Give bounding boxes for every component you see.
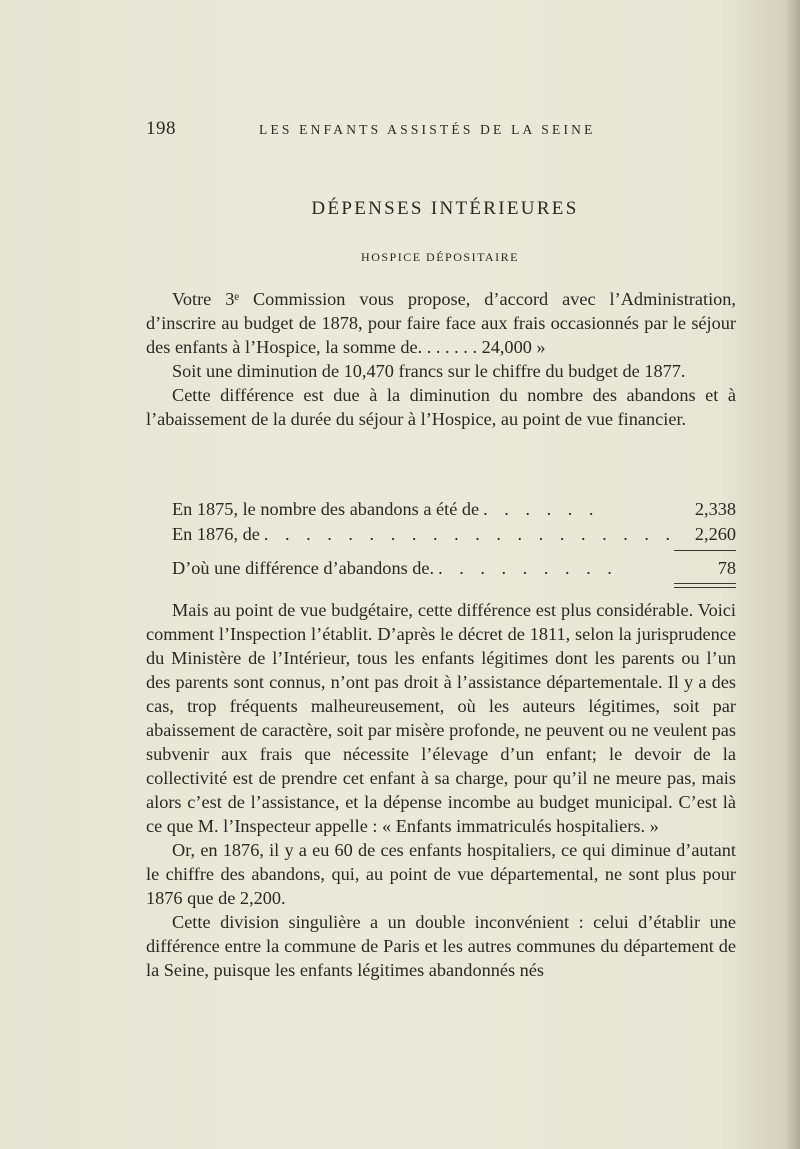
- row-value: 2,260: [694, 524, 736, 544]
- body-text-top: [146, 287, 736, 431]
- paragraph: Cette division singulière a un double inconvénient : celui d’établir une différence entre la commune de Paris et les autres communes du département de la Seine, puisque les enfants légitimes abandonnés nés: [146, 912, 736, 980]
- row-value: 78: [717, 558, 736, 578]
- paragraph: Or, en 1876, il y a eu 60 de ces enfants hospitaliers, ce qui diminue d’autant le chiffre des abandons, qui, au point de vue départemental, ne sont plus pour 1876 que de 2,200.: [146, 840, 736, 908]
- row-label: En 1876, de: [172, 524, 260, 544]
- row-value: 2,338: [694, 499, 736, 519]
- leader-dots: . . . . . . . . .: [438, 558, 618, 578]
- paragraph: Mais au point de vue budgétaire, cette différence est plus considérable. Voici comment l’Inspection l’établit. D’après le décret de 1811, selon la jurisprudence du Ministère de l’Intérieur, tous les enfants légitimes dont les parents ou l’un des parents sont connus, n’ont pas droit à l’assistance départementale. Il y a des cas, trop fréquents malheureusement, où les auteurs légitimes, soit par abaissement de caractère, soit par misère profonde, ne peuvent ou ne veulent pas subvenir aux frais que nécessite l’élevage d’un enfant; le devoir de la collectivité est de prendre cet enfant à sa charge, pour qu’il ne meure pas, mais alors c’est de l’assistance, et la dépense incombe au budget municipal. C’est là ce que M. l’Inspecteur appelle : « Enfants immatriculés hospitaliers. »: [146, 600, 736, 836]
- table-row-total: [172, 556, 736, 580]
- sum-rule: [674, 550, 736, 551]
- paragraph: Cette différence est due à la diminution du nombre des abandons et à l’abaissement de la durée du séjour à l’Hospice, au point de vue financier.: [146, 385, 736, 429]
- leader-dots: . . . . . .: [483, 499, 600, 519]
- page-edge-shadow: [786, 0, 800, 1149]
- section-title: DÉPENSES INTÉRIEURES: [311, 198, 579, 219]
- row-label: D’où une différence d’abandons de.: [172, 558, 435, 578]
- double-rule-top: [674, 583, 736, 584]
- table-row: [172, 497, 736, 521]
- paragraph: Votre 3ᵉ Commission vous propose, d’accord avec l’Administration, d’inscrire au budget de 1878, pour faire face aux frais occasionnés par le séjour des enfants à l’Hospice, la somme de. . . . . . . 24,000 »: [146, 289, 736, 357]
- running-head: LES ENFANTS ASSISTÉS DE LA SEINE: [259, 122, 596, 137]
- subsection-title: HOSPICE DÉPOSITAIRE: [361, 250, 519, 264]
- page-number: 198: [146, 118, 176, 139]
- double-rule-bottom: [674, 587, 736, 588]
- paragraph: Soit une diminution de 10,470 francs sur le chiffre du budget de 1877.: [172, 361, 686, 381]
- page-header: [146, 118, 736, 142]
- body-text-bottom: [146, 598, 736, 982]
- table-row: [172, 522, 736, 546]
- leader-dots: . . . . . . . . . . . . . . . . . . . .: [263, 524, 677, 544]
- row-label: En 1875, le nombre des abandons a été de: [172, 499, 480, 519]
